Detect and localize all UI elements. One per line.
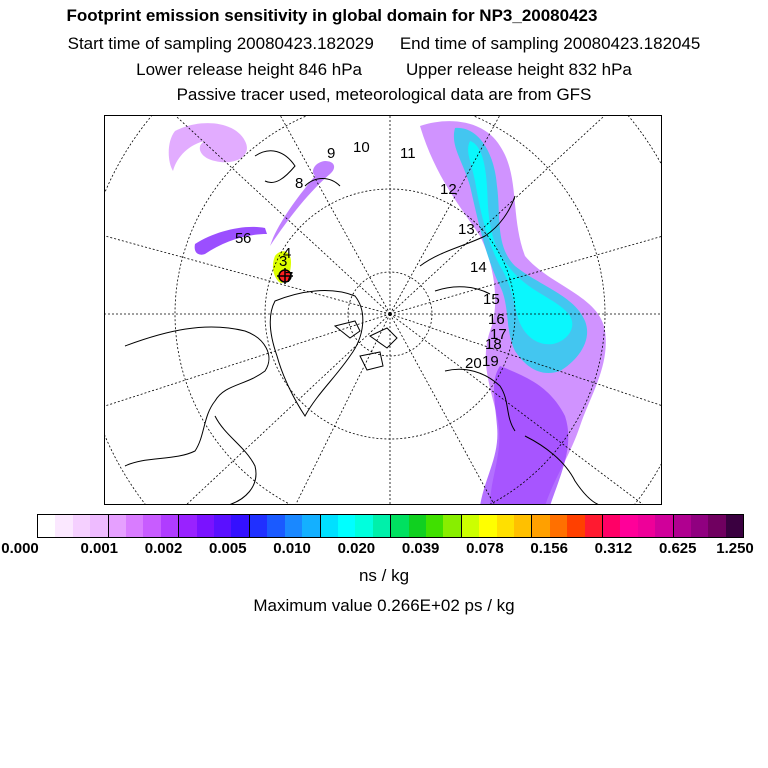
time-label: 18	[485, 336, 502, 353]
colorbar-cell	[214, 515, 231, 537]
plume-west-arc	[169, 123, 247, 171]
colorbar-tick-label: 0.156	[530, 540, 568, 557]
time-label: 4	[283, 245, 292, 262]
colorbar-tick-label: 0.005	[209, 540, 247, 557]
colorbar-cell	[514, 515, 532, 537]
colorbar-cell	[603, 515, 620, 537]
colorbar-tick-label: 0.001	[80, 540, 119, 557]
colorbar-cell	[655, 515, 673, 537]
time-label: 20	[465, 355, 482, 372]
colorbar-cell	[38, 515, 55, 537]
lower-release-height: Lower release height 846 hPa	[136, 60, 362, 79]
colorbar-cell	[638, 515, 655, 537]
colorbar-cell	[532, 515, 549, 537]
colorbar-tick-label: 0.010	[273, 540, 311, 557]
end-time: End time of sampling 20080423.182045	[399, 34, 701, 53]
time-label: 8	[295, 175, 304, 192]
colorbar-cell	[143, 515, 160, 537]
sampling-times	[0, 34, 768, 54]
colorbar-cell	[161, 515, 179, 537]
upper-release-height: Upper release height 832 hPa	[406, 60, 632, 79]
colorbar-cell	[231, 515, 249, 537]
start-time: Start time of sampling 20080423.182029	[67, 34, 374, 53]
time-label: 15	[483, 291, 500, 308]
colorbar-tick-label: 0.039	[401, 540, 440, 557]
colorbar-tick-label: 0.625	[658, 540, 697, 557]
time-label: 16	[488, 311, 505, 328]
time-label: 11	[400, 145, 416, 162]
colorbar-cell	[409, 515, 426, 537]
colorbar-tick-label: 0.000	[1, 540, 39, 557]
time-label: 7	[285, 269, 294, 286]
colorbar-cell	[426, 515, 443, 537]
colorbar-cell	[462, 515, 479, 537]
colorbar	[37, 514, 744, 538]
canada-coast	[125, 327, 269, 466]
colorbar-cell	[267, 515, 284, 537]
colorbar-cell	[285, 515, 302, 537]
colorbar-tick-label: 0.078	[466, 540, 504, 557]
colorbar-cell	[691, 515, 708, 537]
time-label: 6	[243, 230, 252, 247]
plume-west-band	[195, 227, 267, 255]
colorbar-cell	[567, 515, 584, 537]
colorbar-tick-label: 0.020	[337, 540, 376, 557]
polar-map	[105, 116, 662, 505]
time-label: 9	[327, 145, 336, 162]
colorbar-cell	[321, 515, 338, 537]
plume-northwest-arc	[270, 161, 334, 246]
colorbar-cell	[550, 515, 567, 537]
colorbar-cell	[620, 515, 637, 537]
colorbar-tick-label: 0.002	[144, 540, 183, 557]
colorbar-cell	[497, 515, 514, 537]
hudson-bay	[215, 416, 256, 505]
colorbar-tick-label: 1.250	[716, 540, 754, 557]
colorbar-cell	[109, 515, 126, 537]
colorbar-cell	[726, 515, 743, 537]
time-label: 19	[482, 353, 499, 370]
colorbar-cell	[391, 515, 408, 537]
colorbar-cell	[674, 515, 691, 537]
colorbar-cell	[585, 515, 603, 537]
colorbar-cell	[126, 515, 143, 537]
time-label: 14	[470, 259, 487, 276]
time-label: 13	[458, 221, 475, 238]
colorbar-cell	[373, 515, 391, 537]
time-label: 5	[235, 230, 244, 247]
colorbar-cell	[179, 515, 196, 537]
colorbar-cell	[73, 515, 90, 537]
colorbar-cell	[708, 515, 725, 537]
colorbar-cell	[55, 515, 72, 537]
colorbar-cell	[302, 515, 320, 537]
emission-plume	[169, 121, 606, 505]
maximum-value: Maximum value 0.266E+02 ps / kg	[253, 596, 515, 615]
arctic-islands	[335, 321, 397, 370]
colorbar-cell	[250, 515, 267, 537]
time-label: 3	[279, 253, 288, 270]
colorbar-cell	[338, 515, 355, 537]
colorbar-cell	[90, 515, 108, 537]
time-label: 17	[490, 326, 507, 343]
map-title: Footprint emission sensitivity in global domain for NP3_20080423	[66, 6, 598, 25]
tracer-note: Passive tracer used, meteorological data are from GFS	[176, 85, 592, 104]
map-panel	[104, 115, 662, 505]
colorbar-cell	[355, 515, 372, 537]
time-label: 12	[440, 181, 457, 198]
release-heights	[0, 60, 768, 80]
colorbar-cell	[197, 515, 214, 537]
colorbar-cell	[443, 515, 461, 537]
colorbar-unit: ns / kg	[358, 566, 410, 585]
colorbar-cell	[479, 515, 496, 537]
colorbar-tick-label: 0.312	[594, 540, 633, 557]
time-label: 10	[353, 139, 370, 156]
